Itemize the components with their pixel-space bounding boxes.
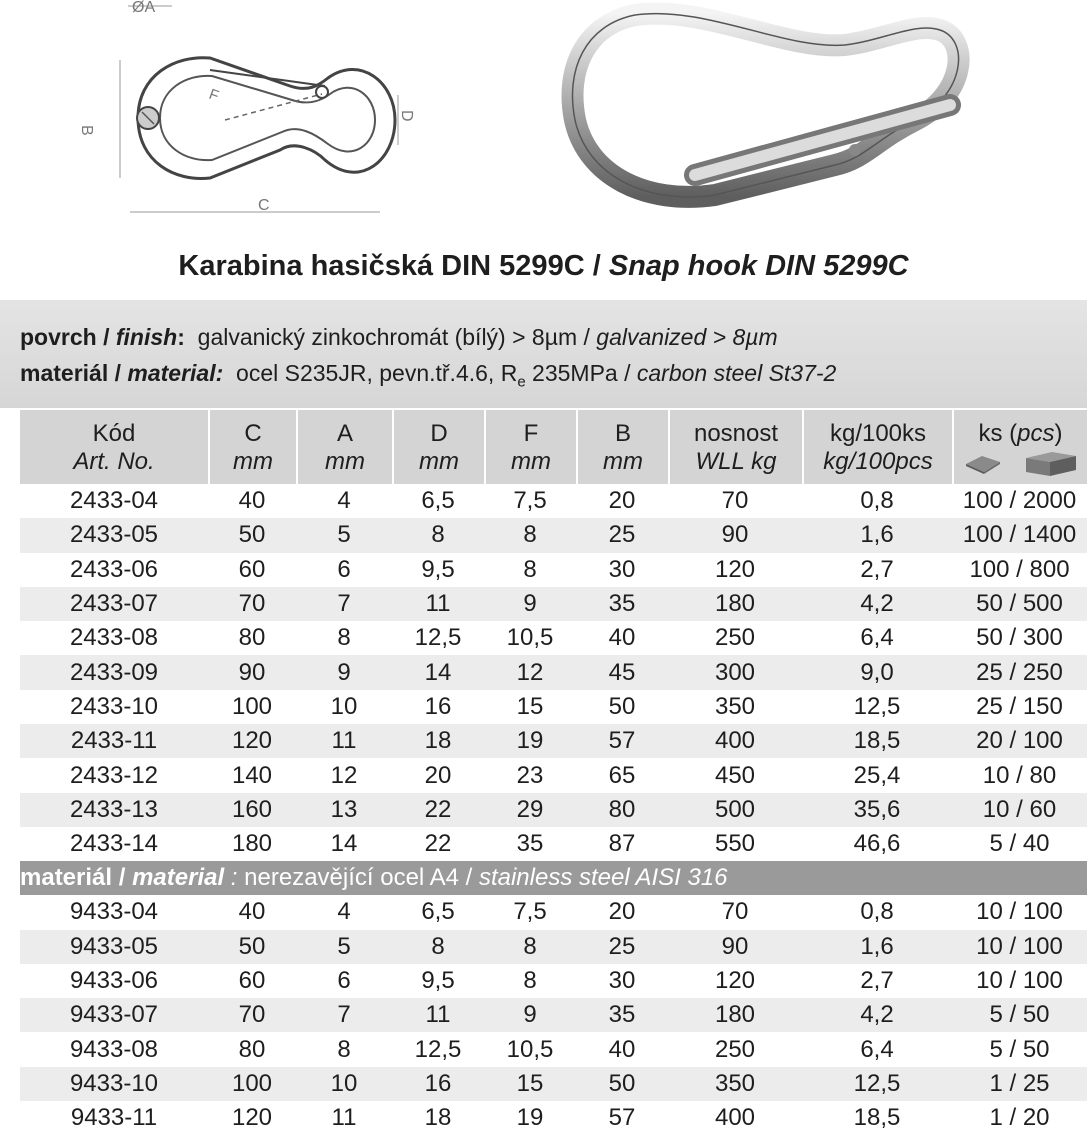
cell-c: 100 [208, 1067, 296, 1101]
table-row [20, 1101, 1087, 1135]
cell-weight: 46,6 [853, 830, 901, 858]
finish-value-en: galvanized > 8µm [596, 324, 778, 350]
finish-slash: / [96, 324, 116, 350]
cell-wll: 90 [668, 930, 802, 964]
table-row [20, 793, 1087, 827]
cell-wll: 250 [714, 624, 756, 652]
cell-f: 8 [523, 555, 537, 583]
cell-code: 2433-10 [69, 692, 159, 720]
cell-f: 15 [516, 692, 544, 720]
cell-d: 12,5 [414, 1035, 462, 1063]
cell-pack-qty: 100 / 2000 [962, 487, 1077, 515]
material-slash: / [108, 360, 128, 386]
cell-f: 8 [484, 518, 576, 552]
cell-b: 20 [608, 898, 636, 926]
cell-wll: 500 [668, 793, 802, 827]
cell-code: 9433-07 [20, 998, 208, 1032]
table-row [20, 655, 1087, 689]
cell-wll: 350 [714, 692, 756, 720]
cell-d: 12,5 [414, 624, 462, 652]
cell-c: 50 [208, 518, 296, 552]
cell-c: 70 [208, 587, 296, 621]
cell-d: 11 [392, 587, 484, 621]
cell-f: 19 [484, 724, 576, 758]
cell-b: 57 [576, 724, 668, 758]
material-value-cz-a: ocel S235JR, pevn.tř.4.6, R [236, 360, 518, 386]
page-title [0, 250, 1087, 283]
cell-pack-qty: 100 / 800 [969, 555, 1070, 583]
dim-label-c: C [258, 197, 270, 214]
cell-a: 6 [337, 555, 351, 583]
cell-wll: 120 [714, 555, 756, 583]
cell-a: 11 [296, 724, 392, 758]
cell-d: 22 [424, 830, 452, 858]
col-sub-wll: WLL kg [668, 448, 802, 484]
cell-wll: 90 [668, 518, 802, 552]
steel-rows [20, 484, 1087, 861]
table-row [20, 621, 1087, 655]
cell-b: 30 [608, 555, 636, 583]
cell-b: 30 [608, 967, 636, 994]
cell-d: 14 [392, 655, 484, 689]
section-label-cz: materiál [20, 864, 113, 892]
cell-a: 7 [296, 587, 392, 621]
cell-b: 57 [608, 1104, 636, 1132]
cell-d: 8 [392, 518, 484, 552]
cell-pack-qty: 10 / 100 [976, 898, 1063, 926]
table-row [20, 484, 1087, 518]
cell-d: 9,5 [421, 555, 455, 583]
cell-d: 16 [424, 692, 452, 720]
cell-b: 25 [576, 930, 668, 964]
cell-code: 2433-06 [69, 555, 159, 583]
col-sub-f-unit: mm [484, 448, 576, 484]
cell-a: 5 [296, 930, 392, 964]
cell-weight: 12,5 [853, 692, 901, 720]
section-value-cz: nerezavějící ocel A4 / [244, 864, 479, 892]
cell-c: 40 [238, 898, 266, 926]
col-sub-a-unit: mm [296, 448, 392, 484]
dim-label-f: F [206, 85, 222, 105]
cell-b: 25 [576, 518, 668, 552]
table-row [20, 827, 1087, 861]
title-cz: Karabina hasičská DIN 5299C [178, 250, 585, 282]
dim-label-d: D [398, 110, 415, 122]
dim-label-b: B [78, 125, 95, 136]
table-row [20, 758, 1087, 792]
cell-c: 90 [208, 655, 296, 689]
cell-code: 2433-05 [20, 518, 208, 552]
table-row [20, 895, 1087, 929]
cell-weight: 2,7 [860, 967, 894, 994]
table-row [20, 1032, 1087, 1066]
subheader-row [20, 448, 1087, 484]
cell-f: 15 [484, 1067, 576, 1101]
col-header-pcs: ks (pcs) [952, 410, 1087, 448]
cell-code: 2433-14 [69, 830, 159, 858]
stainless-rows [20, 895, 1087, 1135]
cell-c: 70 [208, 998, 296, 1032]
cell-c: 60 [238, 555, 266, 583]
cell-d: 11 [392, 998, 484, 1032]
cell-weight: 9,0 [802, 655, 952, 689]
cell-f: 9 [484, 587, 576, 621]
cell-c: 120 [231, 1104, 273, 1132]
cell-wll: 70 [721, 487, 749, 515]
cell-f: 23 [516, 761, 544, 789]
cell-weight: 4,2 [802, 587, 952, 621]
cell-weight: 1,6 [802, 930, 952, 964]
cell-a: 13 [296, 793, 392, 827]
cell-d: 8 [392, 930, 484, 964]
cell-b: 35 [576, 587, 668, 621]
cell-code: 9433-08 [69, 1035, 159, 1063]
cell-weight: 18,5 [853, 1104, 901, 1132]
cell-f: 10,5 [506, 624, 554, 652]
spec-band [0, 300, 1087, 408]
cell-pack-qty: 10 / 80 [982, 761, 1057, 789]
cell-d: 20 [424, 761, 452, 789]
table-row [20, 964, 1087, 998]
finish-colon: : [177, 324, 185, 350]
col-sub-art-no: Art. No. [20, 448, 208, 484]
cell-a: 10 [296, 1067, 392, 1101]
section-label-en: material [132, 864, 225, 892]
cell-c: 100 [231, 692, 273, 720]
cell-weight: 2,7 [860, 555, 894, 583]
cell-d: 6,5 [421, 487, 455, 515]
cell-code: 9433-11 [70, 1104, 158, 1132]
cell-b: 35 [576, 998, 668, 1032]
cell-c: 140 [231, 761, 273, 789]
section-slash: / [112, 864, 133, 892]
col-header-weight: kg/100ks [802, 410, 952, 448]
cell-pack-qty: 100 / 1400 [952, 518, 1087, 552]
cell-d: 6,5 [421, 898, 455, 926]
cell-code: 9433-06 [69, 967, 159, 994]
cell-wll: 300 [668, 655, 802, 689]
material-label-en: material: [127, 360, 224, 386]
table-row [20, 930, 1087, 964]
col-header-kod: Kód [20, 410, 208, 448]
cell-f: 19 [516, 1104, 544, 1132]
cell-f: 35 [516, 830, 544, 858]
cell-d: 18 [392, 724, 484, 758]
snap-hook-photo [555, 0, 995, 215]
cell-c: 120 [208, 724, 296, 758]
snap-hook-technical-drawing [60, 0, 440, 220]
cell-weight: 12,5 [802, 1067, 952, 1101]
cell-code: 9433-10 [20, 1067, 208, 1101]
col-header-d: D [392, 410, 484, 448]
cell-f: 8 [523, 967, 537, 994]
cell-code: 2433-11 [20, 724, 208, 758]
col-sub-weight-unit: kg/100pcs [802, 448, 952, 484]
cell-b: 50 [576, 1067, 668, 1101]
cell-c: 40 [238, 487, 266, 515]
cell-b: 50 [608, 692, 636, 720]
col-header-b: B [576, 410, 668, 448]
cell-a: 4 [337, 898, 351, 926]
cell-wll: 120 [714, 967, 756, 994]
table-row [20, 553, 1087, 587]
cell-wll: 250 [714, 1035, 756, 1063]
cell-pack-qty: 5 / 50 [989, 1035, 1050, 1063]
cell-code: 2433-09 [20, 655, 208, 689]
cell-pack-qty: 10 / 100 [976, 967, 1063, 994]
col-header-a: A [296, 410, 392, 448]
cell-pack-qty: 25 / 150 [976, 692, 1063, 720]
cell-code: 2433-04 [69, 487, 159, 515]
material-line [20, 360, 836, 391]
cell-wll: 180 [668, 998, 802, 1032]
finish-label-cz: povrch [20, 324, 97, 350]
cell-c: 160 [208, 793, 296, 827]
cell-code: 9433-04 [69, 898, 159, 926]
cell-pack-qty: 10 / 100 [952, 930, 1087, 964]
material-value-cz-b: 235MPa / [525, 360, 637, 386]
col-header-f: F [484, 410, 576, 448]
cell-weight: 25,4 [853, 761, 901, 789]
cell-wll: 70 [721, 898, 749, 926]
cell-c: 50 [208, 930, 296, 964]
stainless-section-header [20, 861, 1087, 895]
cell-code: 2433-12 [69, 761, 159, 789]
cell-f: 10,5 [506, 1035, 554, 1063]
cell-pack-qty: 10 / 60 [952, 793, 1087, 827]
cell-weight: 1,6 [802, 518, 952, 552]
title-en: Snap hook DIN 5299C [608, 250, 909, 282]
cell-f: 7,5 [513, 487, 547, 515]
cell-pack-qty: 50 / 300 [976, 624, 1063, 652]
cell-a: 8 [337, 1035, 351, 1063]
cell-code: 2433-13 [20, 793, 208, 827]
cell-weight: 4,2 [802, 998, 952, 1032]
header-row [20, 410, 1087, 448]
title-separator: / [584, 250, 609, 282]
table-row [20, 690, 1087, 724]
cell-d: 9,5 [421, 967, 455, 994]
col-sub-b-unit: mm [576, 448, 668, 484]
cell-weight: 0,8 [860, 898, 894, 926]
cell-a: 6 [337, 967, 351, 994]
section-value-en: stainless steel AISI 316 [478, 864, 728, 892]
cell-b: 80 [576, 793, 668, 827]
cell-a: 4 [337, 487, 351, 515]
cell-d: 22 [392, 793, 484, 827]
cell-a: 10 [330, 692, 358, 720]
cell-code: 9433-05 [20, 930, 208, 964]
finish-label-en: finish [115, 324, 178, 350]
cell-c: 80 [238, 1035, 266, 1063]
cell-pack-qty: 5 / 40 [989, 830, 1050, 858]
cell-a: 14 [330, 830, 358, 858]
cell-pack-qty: 5 / 50 [952, 998, 1087, 1032]
table-row [20, 587, 1087, 621]
cell-wll: 550 [714, 830, 756, 858]
finish-line [20, 324, 778, 351]
cell-weight: 6,4 [860, 624, 894, 652]
cell-f: 8 [484, 930, 576, 964]
cell-c: 180 [231, 830, 273, 858]
cell-a: 7 [296, 998, 392, 1032]
cell-pack-qty: 20 / 100 [952, 724, 1087, 758]
stainless-section [20, 861, 1087, 895]
cell-weight: 35,6 [802, 793, 952, 827]
col-header-c: C [208, 410, 296, 448]
product-table [20, 410, 1087, 1135]
material-value-sub: e [517, 373, 526, 391]
cell-d: 16 [392, 1067, 484, 1101]
cell-wll: 400 [714, 1104, 756, 1132]
cell-c: 80 [238, 624, 266, 652]
cell-a: 11 [331, 1104, 357, 1132]
table-row [20, 1067, 1087, 1101]
cell-a: 5 [296, 518, 392, 552]
cell-b: 87 [608, 830, 636, 858]
cell-b: 40 [608, 1035, 636, 1063]
cell-pack-qty: 50 / 500 [952, 587, 1087, 621]
cell-wll: 350 [668, 1067, 802, 1101]
cell-d: 18 [424, 1104, 452, 1132]
cell-wll: 180 [668, 587, 802, 621]
cell-b: 40 [608, 624, 636, 652]
finish-value-cz: galvanický zinkochromát (bílý) > 8µm / [197, 324, 597, 350]
table-row [20, 998, 1087, 1032]
col-sub-d-unit: mm [392, 448, 484, 484]
col-sub-c-unit: mm [208, 448, 296, 484]
cell-code: 2433-08 [69, 624, 159, 652]
cell-b: 65 [608, 761, 636, 789]
cell-a: 9 [296, 655, 392, 689]
cell-weight: 6,4 [860, 1035, 894, 1063]
cell-wll: 450 [714, 761, 756, 789]
cell-b: 45 [576, 655, 668, 689]
table-row [20, 518, 1087, 552]
cell-pack-qty: 25 / 250 [952, 655, 1087, 689]
dim-label-a: ØA [132, 0, 156, 16]
cell-f: 7,5 [513, 898, 547, 926]
cell-wll: 400 [668, 724, 802, 758]
cell-code: 2433-07 [20, 587, 208, 621]
material-value-en: carbon steel St37-2 [636, 360, 837, 386]
cell-weight: 18,5 [802, 724, 952, 758]
table-row [20, 724, 1087, 758]
material-label-cz: materiál [20, 360, 109, 386]
cell-c: 60 [238, 967, 266, 994]
cell-f: 12 [484, 655, 576, 689]
cell-b: 20 [608, 487, 636, 515]
cell-a: 12 [330, 761, 358, 789]
cell-pack-qty: 1 / 25 [952, 1067, 1087, 1101]
cell-pack-qty: 1 / 20 [989, 1104, 1050, 1132]
col-sub-pack-icons [952, 448, 1087, 484]
section-colon: : [224, 864, 245, 892]
cell-a: 8 [337, 624, 351, 652]
col-header-nosnost: nosnost [668, 410, 802, 448]
cell-f: 29 [484, 793, 576, 827]
carton-box-icon [1022, 448, 1080, 478]
cell-weight: 0,8 [860, 487, 894, 515]
cell-f: 9 [484, 998, 576, 1032]
small-box-icon [962, 450, 1004, 476]
